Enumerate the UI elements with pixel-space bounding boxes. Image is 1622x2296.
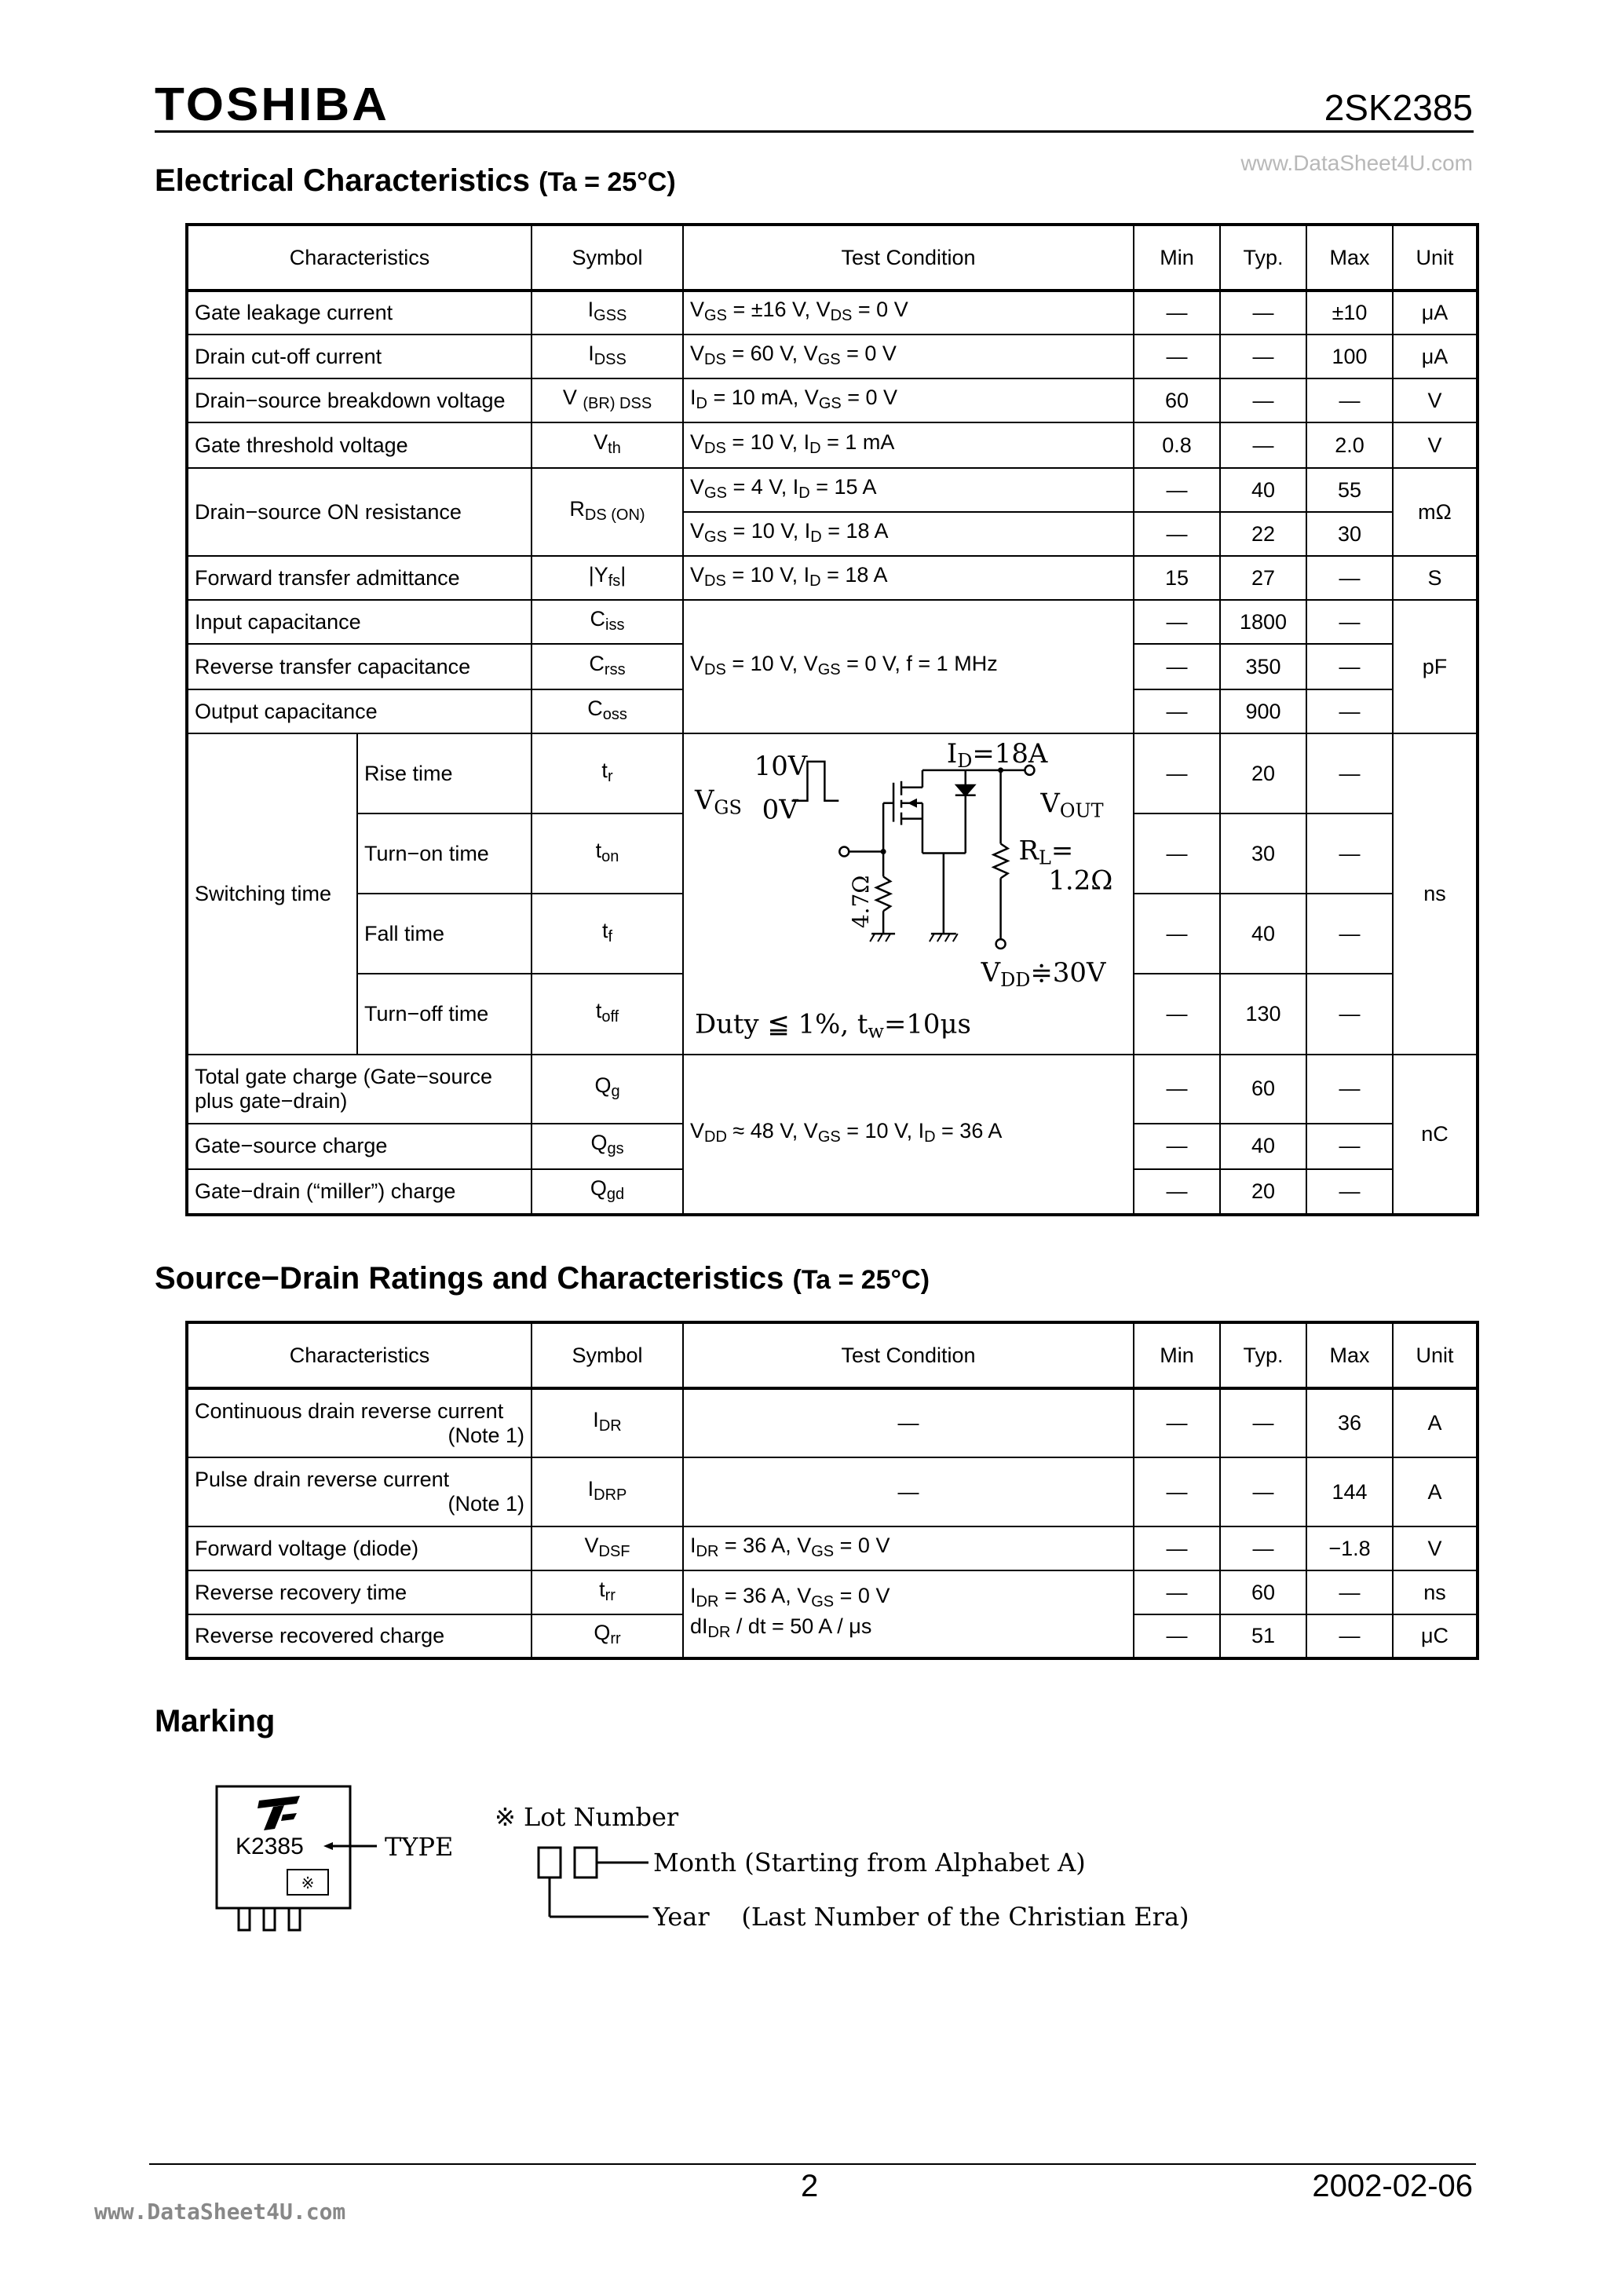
char-name: Total gate charge (Gate−source plus gate−drain) xyxy=(187,1055,532,1124)
lot-number-label: ※ Lot Number xyxy=(495,1802,679,1832)
header-symbol: Symbol xyxy=(532,225,683,291)
table-row xyxy=(187,1570,1478,1614)
char-name: Reverse transfer capacitance xyxy=(187,644,532,689)
package-lead xyxy=(289,1908,300,1930)
table-row xyxy=(187,1526,1478,1570)
part-number: 2SK2385 xyxy=(1324,87,1473,128)
typ-value: — xyxy=(1220,1457,1306,1526)
type-label: TYPE xyxy=(385,1832,454,1862)
test-condition: $V_{DS} = 10$ V, $I_D = 18$ A xyxy=(683,556,1134,600)
table-row xyxy=(187,733,1478,813)
pulse-high-label: 10V xyxy=(754,750,808,781)
table-row xyxy=(187,335,1478,378)
char-name: Gate−drain (“miller”) charge xyxy=(187,1169,532,1215)
vout-label: VOUT xyxy=(1040,788,1104,822)
symbol-cell: $I_{DSS}$ xyxy=(532,335,683,378)
max-value: 100 xyxy=(1306,335,1393,378)
max-value: 55 xyxy=(1306,468,1393,512)
min-value: — xyxy=(1134,644,1220,689)
min-value: — xyxy=(1134,1457,1220,1526)
table-header-row xyxy=(187,225,1478,291)
typ-value: 40 xyxy=(1220,894,1306,974)
max-value: — xyxy=(1306,733,1393,813)
char-name: Forward transfer admittance xyxy=(187,556,532,600)
unit-value: V xyxy=(1393,378,1478,422)
typ-value: 27 xyxy=(1220,556,1306,600)
min-value: — xyxy=(1134,1614,1220,1658)
vdd-label: VDD≑30V xyxy=(981,956,1106,991)
gate-resistor xyxy=(876,876,890,911)
char-name: Turn−on time xyxy=(357,813,532,894)
char-name: Reverse recovered charge xyxy=(187,1614,532,1658)
symbol-cell: $R_{DS (ON)}$ xyxy=(532,468,683,556)
min-value: — xyxy=(1134,1526,1220,1570)
max-value: — xyxy=(1306,378,1393,422)
switching-circuit-diagram xyxy=(684,734,1133,1054)
test-condition: — xyxy=(683,1457,1134,1526)
package-lead xyxy=(239,1908,250,1930)
symbol-cell: $I_{DRP}$ xyxy=(532,1457,683,1526)
watermark-bottom: www.DataSheet4U.com xyxy=(94,2199,346,2225)
unit-value: ns xyxy=(1393,733,1478,1055)
max-value: — xyxy=(1306,1169,1393,1215)
max-value: −1.8 xyxy=(1306,1526,1393,1570)
header-test-condition: Test Condition xyxy=(683,225,1134,291)
typ-value: 60 xyxy=(1220,1055,1306,1124)
header-typ: Typ. xyxy=(1220,225,1306,291)
typ-value: — xyxy=(1220,335,1306,378)
typ-value: 60 xyxy=(1220,1570,1306,1614)
min-value: — xyxy=(1134,1570,1220,1614)
table-row xyxy=(187,291,1478,335)
type-arrow xyxy=(323,1842,333,1850)
lot-mark: ※ xyxy=(301,1874,315,1892)
min-value: — xyxy=(1134,974,1220,1054)
unit-value: μA xyxy=(1393,291,1478,335)
test-condition: — xyxy=(683,1388,1134,1457)
electrical-title: Electrical Characteristics xyxy=(155,163,531,198)
toshiba-mark xyxy=(258,1796,300,1830)
marking-title: Marking xyxy=(155,1704,276,1738)
test-condition: $V_{DS} = 10$ V, $V_{GS} = 0$ V, f = 1 MHz xyxy=(683,600,1134,733)
unit-value: μC xyxy=(1393,1614,1478,1658)
max-value: 36 xyxy=(1306,1388,1393,1457)
char-name: Gate threshold voltage xyxy=(187,422,532,468)
typ-value: 51 xyxy=(1220,1614,1306,1658)
symbol-cell: $t_{on}$ xyxy=(532,813,683,894)
min-value: — xyxy=(1134,600,1220,644)
typ-value: — xyxy=(1220,378,1306,422)
max-value: — xyxy=(1306,894,1393,974)
min-value: — xyxy=(1134,468,1220,512)
header-rule xyxy=(155,130,1474,133)
electrical-condition: (Ta = 25°C) xyxy=(539,167,676,197)
symbol-cell: $C_{oss}$ xyxy=(532,689,683,733)
document-date: 2002-02-06 xyxy=(1312,2169,1473,2203)
symbol-cell: $t_{rr}$ xyxy=(532,1570,683,1614)
symbol-cell: $V_{DSF}$ xyxy=(532,1526,683,1570)
min-value: — xyxy=(1134,1169,1220,1215)
test-condition: $V_{DD} \approx 48$ V, $V_{GS} = 10$ V, $I_D = 36$ A xyxy=(683,1055,1134,1215)
typ-value: 130 xyxy=(1220,974,1306,1054)
typ-value: 20 xyxy=(1220,733,1306,813)
test-condition: $V_{DS} = 10$ V, $I_D = 1$ mA xyxy=(683,422,1134,468)
symbol-cell: $|Y_{fs}|$ xyxy=(532,556,683,600)
min-value: — xyxy=(1134,733,1220,813)
max-value: — xyxy=(1306,689,1393,733)
symbol-cell: $Q_g$ xyxy=(532,1055,683,1124)
table-row xyxy=(187,556,1478,600)
pulse-low-label: 0V xyxy=(762,794,798,825)
max-value: 144 xyxy=(1306,1457,1393,1526)
package-lead xyxy=(264,1908,275,1930)
month-digit-box xyxy=(575,1848,597,1877)
year-label: Year (Last Number of the Christian Era) xyxy=(653,1902,1189,1932)
watermark-top: www.DataSheet4U.com xyxy=(1240,151,1473,175)
unit-value: pF xyxy=(1393,600,1478,733)
char-group-name: Switching time xyxy=(187,733,357,1055)
electrical-table xyxy=(185,223,1479,1216)
max-value: — xyxy=(1306,1570,1393,1614)
table-header-row xyxy=(187,1322,1478,1388)
min-value: 15 xyxy=(1134,556,1220,600)
source-drain-section-title xyxy=(155,1261,930,1296)
typ-value: — xyxy=(1220,1388,1306,1457)
typ-value: 20 xyxy=(1220,1169,1306,1215)
symbol-cell: V $_{(BR) DSS}$ xyxy=(532,378,683,422)
min-value: — xyxy=(1134,813,1220,894)
unit-value: A xyxy=(1393,1388,1478,1457)
marking-diagram xyxy=(212,1763,1233,1951)
max-value: ±10 xyxy=(1306,291,1393,335)
unit-value: mΩ xyxy=(1393,468,1478,556)
char-name: Drain−source breakdown voltage xyxy=(187,378,532,422)
symbol-cell: $t_{off}$ xyxy=(532,974,683,1054)
char-name: Rise time xyxy=(357,733,532,813)
char-name: Drain−source ON resistance xyxy=(187,468,532,556)
table-row xyxy=(187,378,1478,422)
max-value: — xyxy=(1306,1124,1393,1169)
unit-value: nC xyxy=(1393,1055,1478,1215)
min-value: 60 xyxy=(1134,378,1220,422)
symbol-cell: $C_{iss}$ xyxy=(532,600,683,644)
unit-value: A xyxy=(1393,1457,1478,1526)
electrical-section-title xyxy=(155,163,676,199)
max-value: — xyxy=(1306,813,1393,894)
min-value: — xyxy=(1134,894,1220,974)
symbol-cell: $V_{th}$ xyxy=(532,422,683,468)
min-value: — xyxy=(1134,1055,1220,1124)
typ-value: 1800 xyxy=(1220,600,1306,644)
char-name: Continuous drain reverse current (Note 1) xyxy=(187,1388,532,1457)
min-value: — xyxy=(1134,291,1220,335)
test-condition: $V_{GS} = 10$ V, $I_D = 18$ A xyxy=(683,512,1134,556)
char-name: Gate leakage current xyxy=(187,291,532,335)
test-condition: $I_{DR} = 36$ A, $V_{GS} = 0$ V $dI_{DR}$ / dt = 50 A / μs xyxy=(683,1570,1134,1658)
char-name: Forward voltage (diode) xyxy=(187,1526,532,1570)
max-value: 2.0 xyxy=(1306,422,1393,468)
table-row xyxy=(187,1388,1478,1457)
char-name: Reverse recovery time xyxy=(187,1570,532,1614)
char-name: Pulse drain reverse current (Note 1) xyxy=(187,1457,532,1526)
vdd-terminal xyxy=(996,939,1006,949)
rl-value: 1.2Ω xyxy=(1048,865,1113,896)
rl-label: RL= xyxy=(1018,835,1074,869)
part-marking: K2385 xyxy=(236,1834,304,1859)
header-max: Max xyxy=(1306,1322,1393,1388)
header-test-condition: Test Condition xyxy=(683,1322,1134,1388)
month-label: Month (Starting from Alphabet A) xyxy=(653,1848,1086,1877)
min-value: — xyxy=(1134,1124,1220,1169)
load-resistor xyxy=(994,844,1008,879)
typ-value: 40 xyxy=(1220,1124,1306,1169)
table-row xyxy=(187,1457,1478,1526)
max-value: 30 xyxy=(1306,512,1393,556)
test-condition: $V_{GS} = 4$ V, $I_D = 15$ A xyxy=(683,468,1134,512)
header-min: Min xyxy=(1134,225,1220,291)
min-value: — xyxy=(1134,335,1220,378)
unit-value: μA xyxy=(1393,335,1478,378)
id-label: ID=18A xyxy=(946,737,1048,772)
header-symbol: Symbol xyxy=(532,1322,683,1388)
unit-value: ns xyxy=(1393,1570,1478,1614)
typ-value: 22 xyxy=(1220,512,1306,556)
header-characteristics: Characteristics xyxy=(187,1322,532,1388)
switching-test-circuit xyxy=(683,733,1134,1055)
input-terminal xyxy=(839,846,849,856)
header-characteristics: Characteristics xyxy=(187,225,532,291)
mosfet-arrow xyxy=(908,799,917,808)
table-row xyxy=(187,1055,1478,1124)
source-drain-table xyxy=(185,1321,1479,1660)
max-value: — xyxy=(1306,600,1393,644)
char-name: Fall time xyxy=(357,894,532,974)
symbol-cell: $Q_{rr}$ xyxy=(532,1614,683,1658)
unit-value: V xyxy=(1393,1526,1478,1570)
duty-label: Duty ≦ 1%, tw=10μs xyxy=(694,1008,971,1043)
char-name: Output capacitance xyxy=(187,689,532,733)
header-unit: Unit xyxy=(1393,1322,1478,1388)
source-drain-title: Source−Drain Ratings and Characteristics xyxy=(155,1261,784,1296)
char-name: Gate−source charge xyxy=(187,1124,532,1169)
typ-value: 40 xyxy=(1220,468,1306,512)
symbol-cell: $I_{GSS}$ xyxy=(532,291,683,335)
symbol-cell: $I_{DR}$ xyxy=(532,1388,683,1457)
footer-rule xyxy=(149,2163,1476,2165)
typ-value: 900 xyxy=(1220,689,1306,733)
symbol-cell: $Q_{gs}$ xyxy=(532,1124,683,1169)
test-condition: $I_{DR} = 36$ A, $V_{GS} = 0$ V xyxy=(683,1526,1134,1570)
char-name: Turn−off time xyxy=(357,974,532,1054)
table-row xyxy=(187,600,1478,644)
max-value: — xyxy=(1306,974,1393,1054)
year-digit-box xyxy=(539,1848,561,1877)
char-name: Drain cut-off current xyxy=(187,335,532,378)
typ-value: — xyxy=(1220,1526,1306,1570)
header-unit: Unit xyxy=(1393,225,1478,291)
header-typ: Typ. xyxy=(1220,1322,1306,1388)
table-row xyxy=(187,422,1478,468)
source-drain-condition: (Ta = 25°C) xyxy=(792,1265,930,1295)
test-condition: $I_D = 10$ mA, $V_{GS} = 0$ V xyxy=(683,378,1134,422)
typ-value: 30 xyxy=(1220,813,1306,894)
header-max: Max xyxy=(1306,225,1393,291)
max-value: — xyxy=(1306,1614,1393,1658)
min-value: — xyxy=(1134,689,1220,733)
max-value: — xyxy=(1306,644,1393,689)
table-row xyxy=(187,468,1478,512)
unit-value: V xyxy=(1393,422,1478,468)
min-value: — xyxy=(1134,512,1220,556)
symbol-cell: $t_r$ xyxy=(532,733,683,813)
header-min: Min xyxy=(1134,1322,1220,1388)
symbol-cell: $Q_{gd}$ xyxy=(532,1169,683,1215)
char-name: Input capacitance xyxy=(187,600,532,644)
test-condition: $V_{DS} = 60$ V, $V_{GS} = 0$ V xyxy=(683,335,1134,378)
min-value: 0.8 xyxy=(1134,422,1220,468)
max-value: — xyxy=(1306,1055,1393,1124)
symbol-cell: $t_f$ xyxy=(532,894,683,974)
typ-value: 350 xyxy=(1220,644,1306,689)
max-value: — xyxy=(1306,556,1393,600)
unit-value: S xyxy=(1393,556,1478,600)
page-number: 2 xyxy=(801,2169,819,2203)
test-condition: $V_{GS} = \pm 16$ V, $V_{DS} = 0$ V xyxy=(683,291,1134,335)
symbol-cell: $C_{rss}$ xyxy=(532,644,683,689)
brand-logo: TOSHIBA xyxy=(155,79,389,131)
typ-value: — xyxy=(1220,422,1306,468)
gate-resistor-value: 4.7Ω xyxy=(848,875,875,929)
typ-value: — xyxy=(1220,291,1306,335)
min-value: — xyxy=(1134,1388,1220,1457)
vgs-label: VGS xyxy=(694,784,742,819)
